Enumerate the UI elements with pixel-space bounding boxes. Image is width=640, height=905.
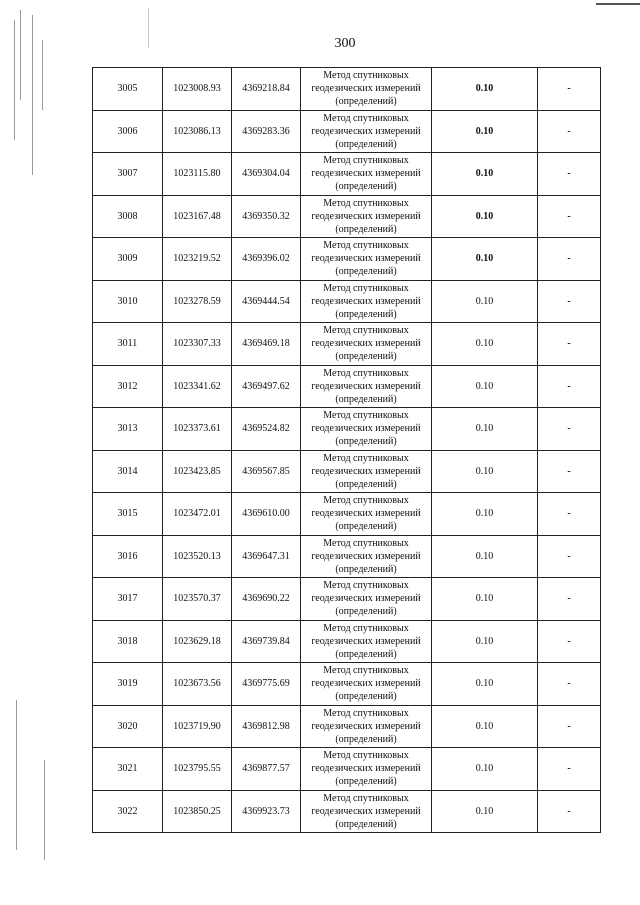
note-cell: - (538, 535, 601, 578)
point-number-cell: 3008 (93, 195, 163, 238)
scan-artifact-line (44, 760, 45, 860)
scan-artifact-line (16, 700, 17, 850)
method-line: геодезических измерений (311, 465, 421, 477)
note-cell: - (538, 578, 601, 621)
y-coordinate-cell: 4369497.62 (232, 365, 301, 408)
y-coordinate-cell: 4369877.57 (232, 748, 301, 791)
method-cell (301, 153, 432, 196)
method-line: (определений) (335, 393, 397, 405)
method-line: (определений) (335, 138, 397, 150)
method-line: (определений) (335, 181, 397, 193)
table-row (93, 493, 601, 536)
method-line: геодезических измерений (311, 125, 421, 137)
note-cell: - (538, 280, 601, 323)
page-number: 300 (334, 36, 356, 51)
point-number-cell: 3021 (93, 748, 163, 791)
y-coordinate-cell: 4369283.36 (232, 110, 301, 153)
method-line: геодезических измерений (311, 720, 421, 732)
method-cell (301, 663, 432, 706)
method-line: геодезических измерений (311, 635, 421, 647)
table-row (93, 705, 601, 748)
method-cell (301, 280, 432, 323)
point-number-cell: 3014 (93, 450, 163, 493)
note-cell: - (538, 493, 601, 536)
precision-cell: 0.10 (432, 578, 538, 621)
method-cell (301, 535, 432, 578)
y-coordinate-cell: 4369610.00 (232, 493, 301, 536)
point-number-cell: 3016 (93, 535, 163, 578)
precision-cell: 0.10 (432, 280, 538, 323)
point-number-cell: 3013 (93, 408, 163, 451)
method-cell (301, 578, 432, 621)
x-coordinate-cell: 1023850.25 (163, 790, 232, 833)
table-row (93, 365, 601, 408)
method-line: Метод спутниковых (323, 750, 409, 762)
method-line: Метод спутниковых (323, 325, 409, 337)
method-line: Метод спутниковых (323, 112, 409, 124)
x-coordinate-cell: 1023423.85 (163, 450, 232, 493)
y-coordinate-cell: 4369775.69 (232, 663, 301, 706)
method-line: Метод спутниковых (323, 282, 409, 294)
method-line: (определений) (335, 818, 397, 830)
method-cell (301, 238, 432, 281)
x-coordinate-cell: 1023795.55 (163, 748, 232, 791)
method-line: Метод спутниковых (323, 155, 409, 167)
note-cell: - (538, 790, 601, 833)
y-coordinate-cell: 4369396.02 (232, 238, 301, 281)
x-coordinate-cell: 1023008.93 (163, 68, 232, 111)
x-coordinate-cell: 1023373.61 (163, 408, 232, 451)
y-coordinate-cell: 4369690.22 (232, 578, 301, 621)
method-line: Метод спутниковых (323, 240, 409, 252)
table-row (93, 535, 601, 578)
table-row (93, 280, 601, 323)
table-row (93, 110, 601, 153)
precision-cell: 0.10 (432, 408, 538, 451)
method-line: геодезических измерений (311, 295, 421, 307)
point-number-cell: 3018 (93, 620, 163, 663)
table-row (93, 663, 601, 706)
point-number-cell: 3010 (93, 280, 163, 323)
point-number-cell: 3012 (93, 365, 163, 408)
precision-cell: 0.10 (432, 748, 538, 791)
method-line: Метод спутниковых (323, 622, 409, 634)
method-cell (301, 620, 432, 663)
scan-artifact-line (20, 10, 21, 100)
method-line: геодезических измерений (311, 253, 421, 265)
note-cell: - (538, 68, 601, 111)
point-number-cell: 3019 (93, 663, 163, 706)
method-line: (определений) (335, 351, 397, 363)
method-cell (301, 408, 432, 451)
method-line: Метод спутниковых (323, 367, 409, 379)
point-number-cell: 3015 (93, 493, 163, 536)
table-row (93, 408, 601, 451)
point-number-cell: 3020 (93, 705, 163, 748)
method-cell (301, 450, 432, 493)
method-line: геодезических измерений (311, 423, 421, 435)
method-line: геодезических измерений (311, 210, 421, 222)
point-number-cell: 3005 (93, 68, 163, 111)
precision-cell: 0.10 (432, 365, 538, 408)
method-cell (301, 493, 432, 536)
method-line: (определений) (335, 266, 397, 278)
method-line: Метод спутниковых (323, 537, 409, 549)
precision-cell: 0.10 (432, 195, 538, 238)
method-line: геодезических измерений (311, 763, 421, 775)
method-line: (определений) (335, 776, 397, 788)
note-cell: - (538, 663, 601, 706)
note-cell: - (538, 238, 601, 281)
x-coordinate-cell: 1023219.52 (163, 238, 232, 281)
y-coordinate-cell: 4369739.84 (232, 620, 301, 663)
point-number-cell: 3011 (93, 323, 163, 366)
y-coordinate-cell: 4369524.82 (232, 408, 301, 451)
note-cell: - (538, 408, 601, 451)
method-line: Метод спутниковых (323, 70, 409, 82)
x-coordinate-cell: 1023629.18 (163, 620, 232, 663)
method-line: геодезических измерений (311, 678, 421, 690)
method-line: Метод спутниковых (323, 580, 409, 592)
y-coordinate-cell: 4369469.18 (232, 323, 301, 366)
method-cell (301, 705, 432, 748)
method-line: Метод спутниковых (323, 495, 409, 507)
table-row (93, 748, 601, 791)
precision-cell: 0.10 (432, 450, 538, 493)
y-coordinate-cell: 4369304.04 (232, 153, 301, 196)
x-coordinate-cell: 1023278.59 (163, 280, 232, 323)
method-line: Метод спутниковых (323, 792, 409, 804)
method-line: (определений) (335, 563, 397, 575)
table-row (93, 238, 601, 281)
method-cell (301, 790, 432, 833)
y-coordinate-cell: 4369567.85 (232, 450, 301, 493)
method-cell (301, 195, 432, 238)
precision-cell: 0.10 (432, 110, 538, 153)
x-coordinate-cell: 1023472.01 (163, 493, 232, 536)
method-line: геодезических измерений (311, 168, 421, 180)
method-line: геодезических измерений (311, 338, 421, 350)
table-row (93, 195, 601, 238)
method-line: (определений) (335, 478, 397, 490)
table-row (93, 323, 601, 366)
method-line: (определений) (335, 733, 397, 745)
x-coordinate-cell: 1023341.62 (163, 365, 232, 408)
method-line: Метод спутниковых (323, 410, 409, 422)
method-line: (определений) (335, 521, 397, 533)
method-line: (определений) (335, 223, 397, 235)
table-row (93, 620, 601, 663)
point-number-cell: 3009 (93, 238, 163, 281)
method-line: геодезических измерений (311, 550, 421, 562)
method-line: Метод спутниковых (323, 707, 409, 719)
precision-cell: 0.10 (432, 705, 538, 748)
precision-cell: 0.10 (432, 663, 538, 706)
y-coordinate-cell: 4369350.32 (232, 195, 301, 238)
precision-cell: 0.10 (432, 68, 538, 111)
method-line: Метод спутниковых (323, 665, 409, 677)
precision-cell: 0.10 (432, 620, 538, 663)
method-cell (301, 323, 432, 366)
table-row (93, 790, 601, 833)
x-coordinate-cell: 1023086.13 (163, 110, 232, 153)
method-cell (301, 748, 432, 791)
coordinates-table-body (93, 68, 601, 833)
note-cell: - (538, 323, 601, 366)
note-cell: - (538, 450, 601, 493)
note-cell: - (538, 153, 601, 196)
precision-cell: 0.10 (432, 493, 538, 536)
x-coordinate-cell: 1023673.56 (163, 663, 232, 706)
precision-cell: 0.10 (432, 535, 538, 578)
note-cell: - (538, 705, 601, 748)
method-line: геодезических измерений (311, 508, 421, 520)
method-line: (определений) (335, 308, 397, 320)
x-coordinate-cell: 1023307.33 (163, 323, 232, 366)
point-number-cell: 3007 (93, 153, 163, 196)
precision-cell: 0.10 (432, 153, 538, 196)
method-line: (определений) (335, 606, 397, 618)
method-line: (определений) (335, 691, 397, 703)
table-row (93, 153, 601, 196)
y-coordinate-cell: 4369923.73 (232, 790, 301, 833)
point-number-cell: 3022 (93, 790, 163, 833)
y-coordinate-cell: 4369812.98 (232, 705, 301, 748)
x-coordinate-cell: 1023115.80 (163, 153, 232, 196)
precision-cell: 0.10 (432, 238, 538, 281)
x-coordinate-cell: 1023167.48 (163, 195, 232, 238)
method-line: Метод спутниковых (323, 452, 409, 464)
method-line: геодезических измерений (311, 593, 421, 605)
method-line: (определений) (335, 648, 397, 660)
table-row (93, 450, 601, 493)
table-row (93, 68, 601, 111)
note-cell: - (538, 195, 601, 238)
method-line: (определений) (335, 436, 397, 448)
x-coordinate-cell: 1023570.37 (163, 578, 232, 621)
method-line: Метод спутниковых (323, 197, 409, 209)
method-cell (301, 110, 432, 153)
x-coordinate-cell: 1023719.90 (163, 705, 232, 748)
method-line: геодезических измерений (311, 83, 421, 95)
method-line: геодезических измерений (311, 380, 421, 392)
y-coordinate-cell: 4369444.54 (232, 280, 301, 323)
note-cell: - (538, 365, 601, 408)
coordinates-table (92, 67, 601, 833)
precision-cell: 0.10 (432, 323, 538, 366)
note-cell: - (538, 620, 601, 663)
method-line: геодезических измерений (311, 805, 421, 817)
method-line: (определений) (335, 96, 397, 108)
point-number-cell: 3017 (93, 578, 163, 621)
precision-cell: 0.10 (432, 790, 538, 833)
note-cell: - (538, 748, 601, 791)
x-coordinate-cell: 1023520.13 (163, 535, 232, 578)
note-cell: - (538, 110, 601, 153)
y-coordinate-cell: 4369218.84 (232, 68, 301, 111)
point-number-cell: 3006 (93, 110, 163, 153)
y-coordinate-cell: 4369647.31 (232, 535, 301, 578)
scan-artifact-line (596, 3, 640, 5)
method-cell (301, 365, 432, 408)
method-cell (301, 68, 432, 111)
table-row (93, 578, 601, 621)
